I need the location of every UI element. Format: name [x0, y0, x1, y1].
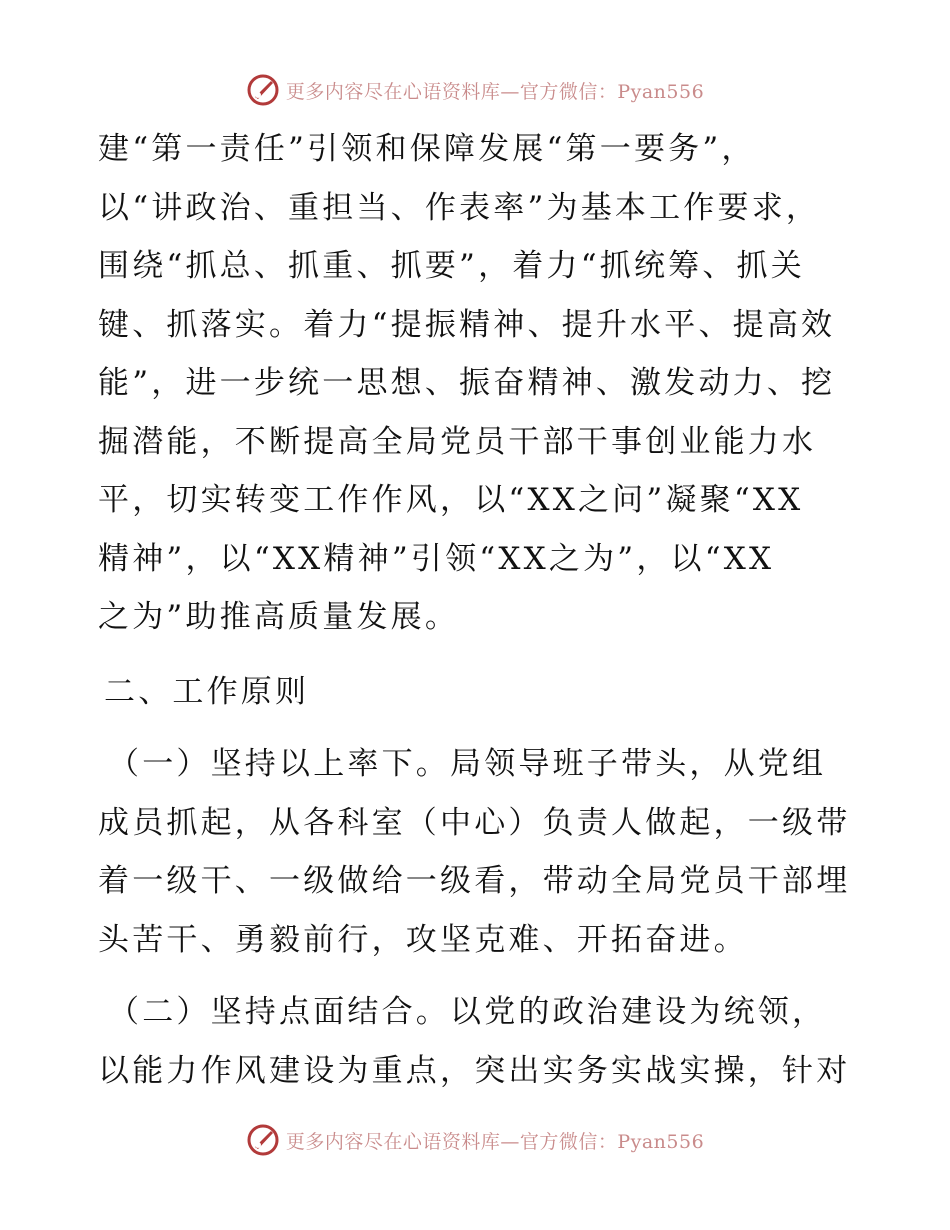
- quill-seal-icon: [246, 1123, 280, 1157]
- watermark-text: 更多内容尽在心语资料库—官方微信：Pyan556: [285, 80, 705, 103]
- text-line: 以能力作风建设为重点，突出实务实战实操，针对: [98, 1052, 851, 1089]
- paragraph-first-line: （二）坚持点面结合。以党的政治建设为统领，: [108, 994, 827, 1030]
- text-line: 着一级干、一级做给一级看，带动全局党员干部埋: [98, 863, 851, 899]
- text-line: 以“讲政治、重担当、作表率”为基本工作要求，: [98, 189, 821, 226]
- text-line: 平，切实转变工作作风，以“XX之问”凝聚“XX: [98, 482, 804, 518]
- text-line: 之为”助推高质量发展。: [98, 599, 460, 635]
- quill-seal-icon: [246, 73, 280, 107]
- text-line: 头苦干、勇毅前行，攻坚克难、开拓奋进。: [98, 921, 748, 958]
- document-body: [98, 120, 858, 1100]
- text-line: 掘潜能，不断提高全局党员干部干事创业能力水: [98, 423, 817, 460]
- text-line: 能”，进一步统一思想、振奋精神、激发动力、挖: [98, 365, 836, 401]
- section-heading: 二、工作原则: [104, 673, 310, 710]
- text-line: 建“第一责任”引领和保障发展“第一要务”，: [98, 131, 756, 167]
- footer-watermark: [0, 1120, 950, 1160]
- text-line: 围绕“抓总、抓重、抓要”，着力“抓统筹、抓关: [98, 248, 805, 284]
- paragraph-first-line: （一）坚持以上率下。局领导班子带头，从党组: [108, 746, 827, 782]
- text-line: 精神”，以“XX精神”引领“XX之为”，以“XX: [98, 540, 775, 577]
- watermark-text: 更多内容尽在心语资料库—官方微信：Pyan556: [285, 1130, 705, 1153]
- text-line: 成员抓起，从各科室（中心）负责人做起，一级带: [98, 804, 851, 841]
- header-watermark: [0, 70, 950, 110]
- text-line: 键、抓落实。着力“提振精神、提升水平、提高效: [98, 306, 836, 343]
